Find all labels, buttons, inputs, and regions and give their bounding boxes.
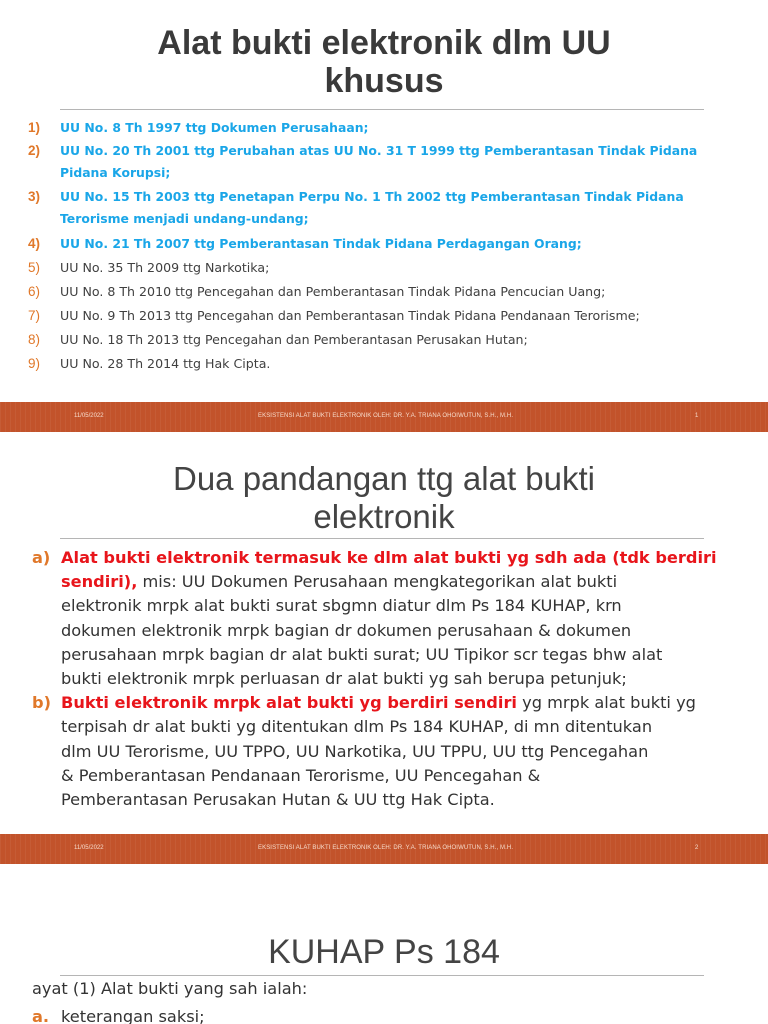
item-text-line: dlm UU Terorisme, UU TPPO, UU Narkotika, UU TPPU, UU ttg Pencegahan [61, 741, 649, 761]
item-text-line: yg mrpk alat bukti yg [516, 693, 696, 713]
slide-footer [0, 834, 768, 864]
slide-footer [0, 402, 768, 432]
item-text [61, 546, 717, 691]
item-text: UU No. 8 Th 1997 ttg Dokumen Perusahaan; [60, 120, 369, 135]
slide-1 [0, 0, 768, 432]
footer-date: 11/05/2022 [74, 413, 104, 419]
slide-1-title-line-2: khusus [324, 62, 444, 100]
footer-author: EKSISTENSI ALAT BUKTI ELEKTRONIK OLEH: DR. Y.A. TRIANA OHOIWUTUN, S.H., M.H. [258, 845, 514, 851]
footer-date: 11/05/2022 [74, 845, 104, 851]
slide-3 [0, 864, 768, 1024]
item-text-line: elektronik mrpk alat bukti surat sbgmn diatur dlm Ps 184 KUHAP, krn [61, 596, 622, 616]
footer-author: EKSISTENSI ALAT BUKTI ELEKTRONIK OLEH: DR. Y.A. TRIANA OHOIWUTUN, S.H., M.H. [258, 413, 514, 419]
item-text: UU No. 28 Th 2014 ttg Hak Cipta. [60, 356, 271, 371]
slide-1-title [0, 24, 768, 100]
item-text-line-2: Pidana Korupsi; [60, 165, 171, 180]
item-text-emphasis: sendiri), [61, 572, 138, 592]
list-item [28, 232, 748, 256]
item-text-line: terpisah dr alat bukti yg ditentukan dlm Ps 184 KUHAP, di mn ditentukan [61, 717, 653, 737]
item-number: 9) [28, 356, 41, 371]
list-item [28, 256, 748, 280]
item-number: 3) [28, 189, 41, 204]
footer-page-number: 2 [695, 845, 699, 851]
item-text-line: bukti elektronik mrpk perluasan dr alat bukti yg sah berupa petunjuk; [61, 669, 627, 689]
item-label: a. [32, 1007, 50, 1024]
item-text-line: perusahaan mrpk bagian dr alat bukti surat; UU Tipikor scr tegas bhw alat [61, 644, 663, 664]
slide-1-title-line-1: Alat bukti elektronik dlm UU [157, 24, 611, 62]
list-item [28, 116, 748, 140]
list-item [28, 328, 748, 352]
item-number: 1) [28, 120, 41, 135]
viewpoint-list [32, 546, 758, 812]
item-number: 8) [28, 332, 41, 347]
item-text-line: Pemberantasan Perusakan Hutan & UU ttg Hak Cipta. [61, 790, 495, 810]
item-number: 2) [28, 143, 41, 158]
law-list [28, 116, 748, 376]
slide-3-title: KUHAP Ps 184 [268, 933, 500, 971]
item-number: 5) [28, 260, 41, 275]
item-number: 7) [28, 308, 41, 323]
list-item [32, 1005, 205, 1024]
item-text: keterangan saksi; [61, 1007, 205, 1024]
item-text: UU No. 8 Th 2010 ttg Pencegahan dan Pemberantasan Tindak Pidana Pencucian Uang; [60, 284, 606, 299]
list-item [28, 352, 748, 376]
slide-2-title [0, 460, 768, 536]
evidence-list [32, 1005, 205, 1024]
slide-2-title-line-2: elektronik [313, 498, 455, 535]
item-text [60, 186, 684, 230]
list-item [28, 304, 748, 328]
item-text-emphasis: Alat bukti elektronik termasuk ke dlm alat bukti yg sdh ada (tdk berdiri [61, 548, 717, 567]
item-text: UU No. 9 Th 2013 ttg Pencegahan dan Pemberantasan Tindak Pidana Pendanaan Terorisme; [60, 308, 640, 323]
slide-2-title-line-1: Dua pandangan ttg alat bukti [173, 460, 595, 497]
item-text: UU No. 21 Th 2007 ttg Pemberantasan Tindak Pidana Perdagangan Orang; [60, 236, 582, 251]
footer-page-number: 1 [695, 413, 699, 419]
item-text: UU No. 35 Th 2009 ttg Narkotika; [60, 260, 270, 275]
item-label: b) [32, 693, 51, 713]
item-text-line-1: UU No. 20 Th 2001 ttg Perubahan atas UU No. 31 T 1999 ttg Pemberantasan Tindak Pidana [60, 143, 698, 158]
ayat-heading: ayat (1) Alat bukti yang sah ialah: [32, 979, 308, 998]
list-item [28, 186, 748, 230]
item-text-line: dokumen elektronik mrpk bagian dr dokumen perusahaan & dokumen [61, 620, 632, 640]
item-number: 4) [28, 236, 41, 251]
list-item [28, 140, 748, 184]
item-number: 6) [28, 284, 41, 299]
list-item [28, 280, 748, 304]
title-divider [60, 538, 704, 539]
item-text [60, 140, 697, 184]
item-text-emphasis: Bukti elektronik mrpk alat bukti yg berdiri sendiri [61, 693, 517, 713]
item-text-line-1: UU No. 15 Th 2003 ttg Penetapan Perpu No. 1 Th 2002 ttg Pemberantasan Tindak Pidana [60, 189, 684, 204]
list-item [32, 546, 758, 691]
item-text: UU No. 18 Th 2013 ttg Pencegahan dan Pemberantasan Perusakan Hutan; [60, 332, 528, 347]
item-text-line: mis: UU Dokumen Perusahaan mengkategorikan alat bukti [137, 572, 618, 592]
item-label: a) [32, 548, 51, 567]
slide-2 [0, 432, 768, 864]
title-divider [60, 109, 704, 110]
item-text-line: & Pemberantasan Pendanaan Terorisme, UU Pencegahan & [61, 765, 541, 785]
item-text-line-2: Terorisme menjadi undang-undang; [60, 211, 309, 226]
title-divider [60, 975, 704, 976]
list-item [32, 691, 758, 812]
item-text [61, 691, 696, 812]
